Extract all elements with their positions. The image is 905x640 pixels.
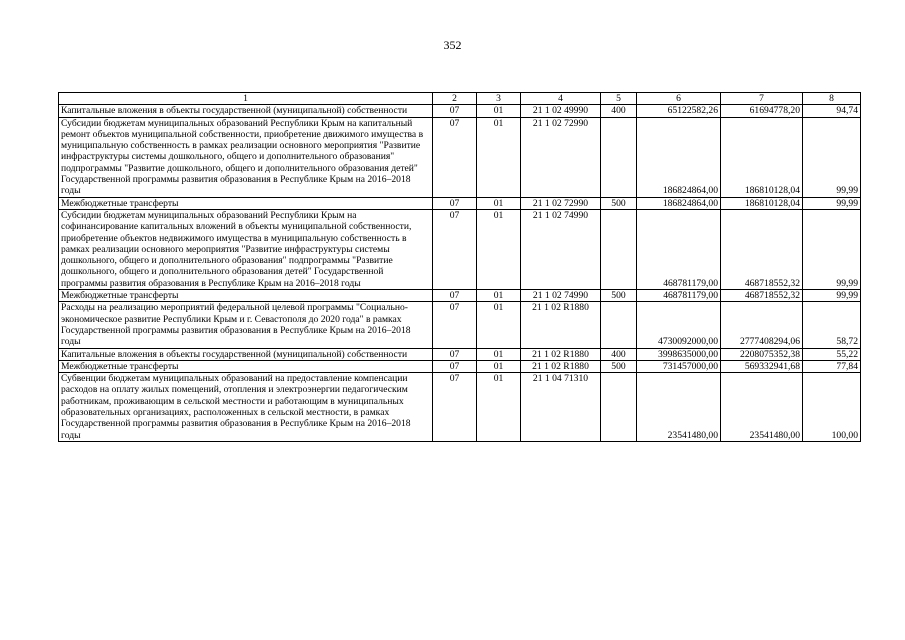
- execution-percent-cell: 99,99: [803, 290, 861, 302]
- expense-name-cell: Межбюджетные трансферты: [59, 197, 433, 209]
- planned-amount-cell: 3998635000,00: [637, 348, 721, 360]
- expense-type-cell: 500: [601, 360, 637, 372]
- table-row: [59, 302, 861, 348]
- expense-type-cell: [601, 373, 637, 442]
- subsection-code-cell: 01: [477, 197, 521, 209]
- expense-type-cell: 500: [601, 197, 637, 209]
- subsection-code-cell: 01: [477, 360, 521, 372]
- section-code-cell: 07: [433, 290, 477, 302]
- header-cell: 8: [803, 93, 861, 105]
- table-row: [59, 209, 861, 289]
- table-row: [59, 290, 861, 302]
- expense-name-cell: Расходы на реализацию мероприятий федеральной целевой программы "Социально-экономическое развитие Республики Крым и г. Севастополя до 2020 года" в рамках Государственной программы развития образования в Республике Крым на 2016–2018 годы: [59, 302, 433, 348]
- planned-amount-cell: 468781179,00: [637, 209, 721, 289]
- planned-amount-cell: 186824864,00: [637, 117, 721, 197]
- section-code-cell: 07: [433, 360, 477, 372]
- target-article-cell: 21 1 02 R1880: [521, 360, 601, 372]
- target-article-cell: 21 1 02 72990: [521, 117, 601, 197]
- executed-amount-cell: 569332941,68: [721, 360, 803, 372]
- subsection-code-cell: 01: [477, 348, 521, 360]
- planned-amount-cell: 65122582,26: [637, 105, 721, 117]
- budget-table: [58, 92, 861, 442]
- target-article-cell: 21 1 02 R1880: [521, 348, 601, 360]
- expense-name-cell: Субсидии бюджетам муниципальных образований Республики Крым на капитальный ремонт объектов муниципальной собственности, приобретение движимого имущества в муниципальную собственность в рамках реализации основного мероприятия "Развитие инфраструктуры системы дошкольного, общего и дополнительного образования" подпрограммы "Развитие дошкольного, общего и дополнительного образования детей" Государственной программы развития образования в Республике Крым на 2016–2018 годы: [59, 117, 433, 197]
- executed-amount-cell: 23541480,00: [721, 373, 803, 442]
- expense-name-cell: Субсидии бюджетам муниципальных образований Республики Крым на софинансирование капитальных вложений в объекты муниципальной собственности, приобретение объектов недвижимого имущества в муниципальную собственность в рамках реализации основного мероприятия "Развитие инфраструктуры системы дошкольного, общего и дополнительного образования" подпрограммы "Развитие дошкольного, общего и дополнительного образования детей" Государственной программы развития образования в Республике Крым на 2016–2018 годы: [59, 209, 433, 289]
- expense-type-cell: [601, 209, 637, 289]
- section-code-cell: 07: [433, 348, 477, 360]
- subsection-code-cell: 01: [477, 105, 521, 117]
- header-cell: 3: [477, 93, 521, 105]
- subsection-code-cell: 01: [477, 302, 521, 348]
- expense-name-cell: Субвенции бюджетам муниципальных образований на предоставление компенсации расходов на оплату жилых помещений, отопления и электроэнергии педагогическим работникам, проживающим в сельской местности и работающим в муниципальных образовательных организациях, расположенных в сельской местности, в рамках Государственной программы развития образования в Республике Крым на 2016–2018 годы: [59, 373, 433, 442]
- header-cell: 7: [721, 93, 803, 105]
- expense-name-cell: Капитальные вложения в объекты государственной (муниципальной) собственности: [59, 105, 433, 117]
- expense-type-cell: [601, 117, 637, 197]
- table-row: [59, 373, 861, 442]
- execution-percent-cell: 94,74: [803, 105, 861, 117]
- executed-amount-cell: 186810128,04: [721, 117, 803, 197]
- header-cell: 6: [637, 93, 721, 105]
- page-number: 352: [443, 38, 462, 52]
- table-row: [59, 117, 861, 197]
- expense-type-cell: 400: [601, 105, 637, 117]
- section-code-cell: 07: [433, 117, 477, 197]
- header-cell: 4: [521, 93, 601, 105]
- executed-amount-cell: 61694778,20: [721, 105, 803, 117]
- section-code-cell: 07: [433, 302, 477, 348]
- section-code-cell: 07: [433, 209, 477, 289]
- target-article-cell: 21 1 02 72990: [521, 197, 601, 209]
- target-article-cell: 21 1 02 R1880: [521, 302, 601, 348]
- target-article-cell: 21 1 02 74990: [521, 290, 601, 302]
- header-cell: 5: [601, 93, 637, 105]
- section-code-cell: 07: [433, 105, 477, 117]
- executed-amount-cell: 468718552,32: [721, 209, 803, 289]
- executed-amount-cell: 2208075352,38: [721, 348, 803, 360]
- execution-percent-cell: 100,00: [803, 373, 861, 442]
- subsection-code-cell: 01: [477, 373, 521, 442]
- expense-type-cell: [601, 302, 637, 348]
- table-row: [59, 197, 861, 209]
- expense-type-cell: 400: [601, 348, 637, 360]
- planned-amount-cell: 186824864,00: [637, 197, 721, 209]
- planned-amount-cell: 23541480,00: [637, 373, 721, 442]
- target-article-cell: 21 1 02 49990: [521, 105, 601, 117]
- subsection-code-cell: 01: [477, 290, 521, 302]
- section-code-cell: 07: [433, 197, 477, 209]
- target-article-cell: 21 1 02 74990: [521, 209, 601, 289]
- target-article-cell: 21 1 04 71310: [521, 373, 601, 442]
- header-cell: 2: [433, 93, 477, 105]
- execution-percent-cell: 99,99: [803, 117, 861, 197]
- header-cell: 1: [59, 93, 433, 105]
- expense-name-cell: Межбюджетные трансферты: [59, 360, 433, 372]
- execution-percent-cell: 58,72: [803, 302, 861, 348]
- executed-amount-cell: 186810128,04: [721, 197, 803, 209]
- table-row: [59, 348, 861, 360]
- table-header-row: [59, 93, 861, 105]
- planned-amount-cell: 731457000,00: [637, 360, 721, 372]
- section-code-cell: 07: [433, 373, 477, 442]
- executed-amount-cell: 2777408294,06: [721, 302, 803, 348]
- execution-percent-cell: 77,84: [803, 360, 861, 372]
- table-row: [59, 360, 861, 372]
- subsection-code-cell: 01: [477, 209, 521, 289]
- planned-amount-cell: 4730092000,00: [637, 302, 721, 348]
- execution-percent-cell: 55,22: [803, 348, 861, 360]
- execution-percent-cell: 99,99: [803, 197, 861, 209]
- expense-type-cell: 500: [601, 290, 637, 302]
- expense-name-cell: Межбюджетные трансферты: [59, 290, 433, 302]
- executed-amount-cell: 468718552,32: [721, 290, 803, 302]
- subsection-code-cell: 01: [477, 117, 521, 197]
- planned-amount-cell: 468781179,00: [637, 290, 721, 302]
- execution-percent-cell: 99,99: [803, 209, 861, 289]
- table-row: [59, 105, 861, 117]
- expense-name-cell: Капитальные вложения в объекты государственной (муниципальной) собственности: [59, 348, 433, 360]
